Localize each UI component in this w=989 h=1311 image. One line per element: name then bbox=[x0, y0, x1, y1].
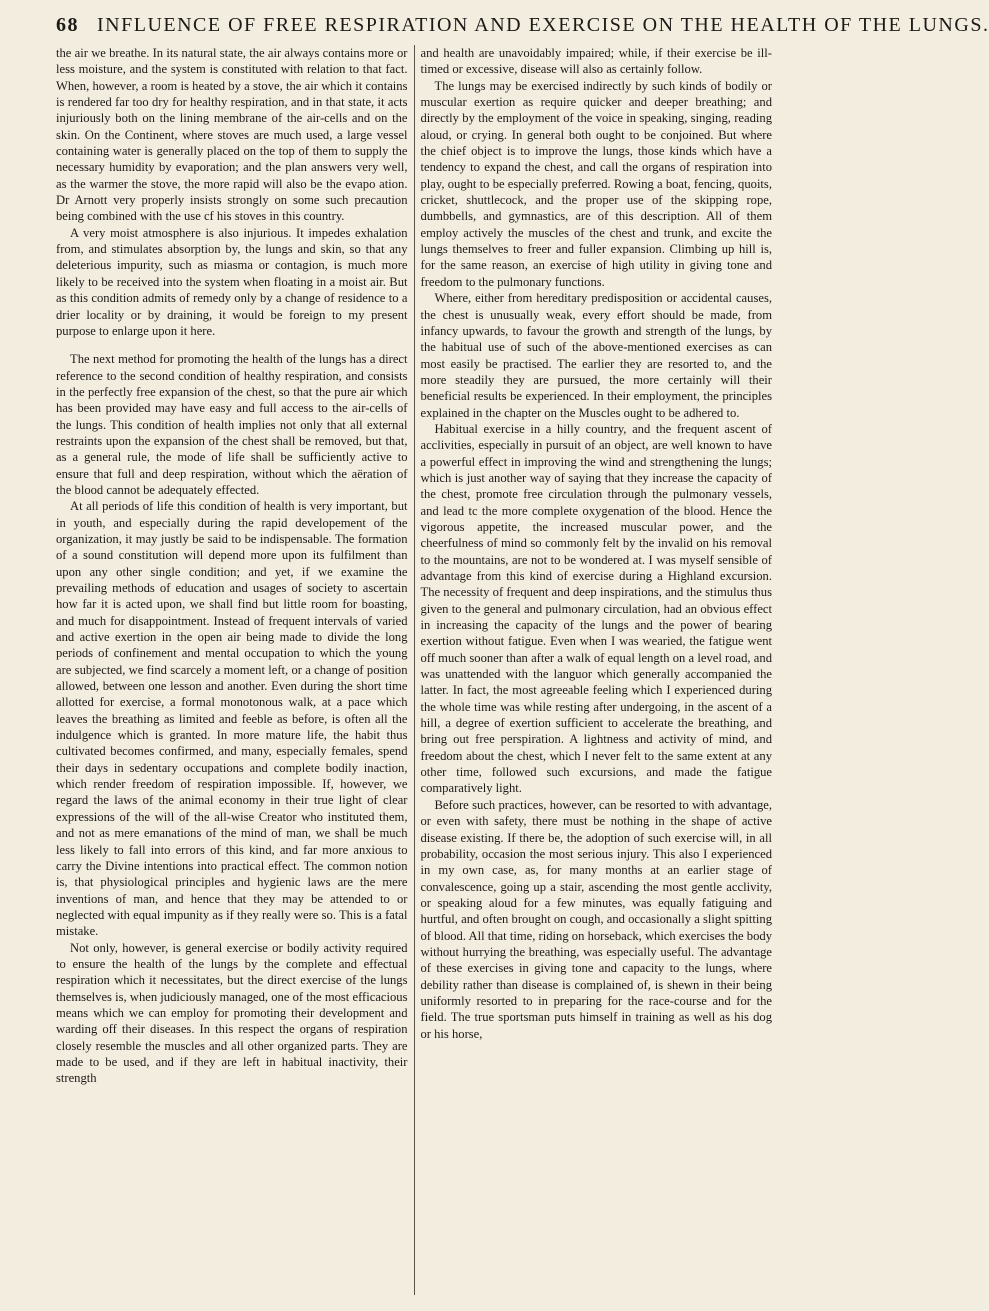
paragraph: and health are unavoidably impaired; while, if their exercise be ill-timed or excessive, disease will also as certainly follow. bbox=[420, 46, 772, 77]
paragraph: At all periods of life this condition of health is very important, but in youth, and especially during the rapid developement of the organization, it may justly be said to be indispensable. The formation of a sound constitution will depend more upon its fulfilment than upon any other single condition; and yet, if we examine the prevailing methods of education and usages of society to ascertain how far it is acted upon, we shall find but little room for boasting, and much for disappointment. Instead of frequent intervals of varied and active exertion in the open air being made to divide the long periods of confinement and mental occupation to which the young are subjected, we find scarcely a moment left, or a change of position allowed, between one lesson and another. Even during the short time allotted for exercise, a formal monotonous walk, at a pace which leaves the breathing as limited and feeble as before, is often all the indulgence which is granted. In more mature life, the habit thus cultivated becomes confirmed, and many, especially females, spend their days in sedentary occupations and complete bodily inaction, which render freedom of respiration impossible. If, however, we regard the laws of the animal economy in their true light of clear expressions of the will of the all-wise Creator who instituted them, and not as mere emanations of the mind of man, we shall be much less likely to fall into errors of this kind, and far more anxious to carry the Divine intentions into practical effect. The common notion is, that physiological principles and hygienic laws are the mere inventions of man, and hence that they may be attended to or neglected with equal impunity as if they really were so. This is a fatal mistake. bbox=[56, 499, 408, 939]
running-header bbox=[56, 14, 989, 37]
paragraph: The next method for promoting the health of the lungs has a direct reference to the second condition of healthy respiration, and consists in the perfectly free expansion of the chest, so that the pure air which has been provided may have easy and full access to the air-cells of the lungs. This condition of health implies not only that all external restraints upon the expansion of the chest shall be removed, but that, as a general rule, the mode of life shall be sufficiently active to ensure that full and deep respiration, without which the aëration of the blood cannot be adequately effected. bbox=[56, 352, 408, 497]
text-columns bbox=[56, 45, 778, 1295]
right-column bbox=[415, 45, 779, 1295]
paragraph: The lungs may be exercised indirectly by such kinds of bodily or muscular exertion as require quicker and deeper breathing; and directly by the employment of the voice in speaking, singing, reading aloud, or crying. In general both ought to be conjoined. But where the chief object is to improve the lungs, those kinds which have a tendency to expand the chest, and call the organs of respiration into play, ought to be especially preferred. Rowing a boat, fencing, quoits, cricket, shuttlecock, and the proper use of the skipping rope, dumbbells, and gymnastics, are of this description. All of them employ actively the muscles of the chest and trunk, and excite the lungs themselves to freer and fuller expansion. Climbing up hill is, for the same reason, an exercise of high utility in giving tone and freedom to the pulmonary functions. bbox=[420, 78, 772, 289]
paragraph: Where, either from hereditary predisposition or accidental causes, the chest is unusually weak, every effort should be made, from infancy upwards, to favour the growth and strength of the lungs, by the habitual use of such of the above-mentioned exercises as can most easily be practised. The earlier they are resorted to, and the more steadily they are pursued, the more certainly will their beneficial results be experienced. In their employment, the principles explained in the chapter on the Muscles ought to be adhered to. bbox=[420, 291, 772, 420]
paragraph: Habitual exercise in a hilly country, and the frequent ascent of acclivities, especially in pursuit of an object, are well known to have a powerful effect in improving the wind and strengthening the lungs; which is just another way of saying that they increase the capacity of the chest, promote free circulation through the pulmonary vessels, and lead tc the more complete oxygenation of the blood. Hence the vigorous appetite, the increased muscular power, and the cheerfulness of mind so commonly felt by the invalid on his removal to the mountains, are not to be wondered at. I was myself sensible of advantage from this kind of exercise during a Highland excursion. The necessity of frequent and deep inspirations, and the stimulus thus given to the general and pulmonary circulation, had an obvious effect in increasing the capacity of the lungs and the power of bearing exertion without fatigue. Even when I was wearied, the fatigue went off much sooner than after a walk of equal length on a level road, and was unattended with the languor which generally accompanied the latter. In fact, the most agreeable feeling which I experienced during the whole time was while resting after undergoing, in the ascent of a hill, a degree of exertion sufficient to accelerate the breathing, and bring out free perspiration. A lightness and activity of mind, and freedom about the chest, which I never felt to the same extent at any other time, followed such excursions, and made the fatigue comparatively light. bbox=[420, 421, 772, 796]
paragraph: A very moist atmosphere is also injurious. It impedes exhalation from, and stimulates absorption by, the lungs and skin, so that any deleterious impurity, such as miasma or contagion, is much more likely to be received into the system when floating in a moist air. But as this condition admits of remedy only by a change of residence to a drier locality or by draining, it would be foreign to my present purpose to enlarge upon it here. bbox=[56, 225, 408, 338]
running-title: INFLUENCE OF FREE RESPIRATION AND EXERCISE ON THE HEALTH OF THE LUNGS. bbox=[97, 14, 989, 36]
paragraph: Before such practices, however, can be resorted to with advantage, or even with safety, there must be nothing in the shape of active disease existing. If there be, the adoption of such exercise will, in all probability, occasion the most serious injury. This also I experienced in my own case, as, for many months at an earlier stage of convalescence, going up a stair, ascending the most gentle acclivity, or speaking aloud for a few minutes, was equally fatiguing and hurtful, and often brought on cough, and occasionally a slight spitting of blood. All that time, riding on horseback, which exercises the body without hurrying the breathing, was especially useful. The advantage of these exercises in giving tone and capacity to the lungs, where debility rather than disease is complained of, is shewn in their being uniformly resorted to in preparing for the race-course and for the field. The true sportsman puts himself in training as well as his dog or his horse, bbox=[420, 797, 772, 1041]
left-column bbox=[56, 45, 415, 1295]
page-number: 68 bbox=[56, 14, 79, 36]
paragraph: Not only, however, is general exercise or bodily activity required to ensure the health of the lungs by the complete and effectual respiration which it necessitates, but the direct exercise of the lungs themselves is, when judiciously managed, one of the most efficacious means which we can employ for promoting their development and warding off their diseases. In this respect the organs of respiration closely resemble the muscles and all other organized parts. They are made to be used, and if they are left in habitual inactivity, their strength bbox=[56, 940, 408, 1086]
paragraph: the air we breathe. In its natural state, the air always contains more or less moisture, and the system is constituted with relation to that fact. When, however, a room is heated by a stove, the air which it contains is rendered far too dry for healthy respiration, and in that state, it acts injuriously both on the lining membrane of the air-cells and on the skin. On the Continent, where stoves are much used, a large vessel containing water is generally placed on the top of them to supply the necessary humidity by evaporation; and the plan answers very well, as the warmer the stove, the more rapid will also be the evapo ation. Dr Arnott very properly insists strongly on some such precaution being combined with the use cf his stoves in this country. bbox=[56, 46, 408, 224]
